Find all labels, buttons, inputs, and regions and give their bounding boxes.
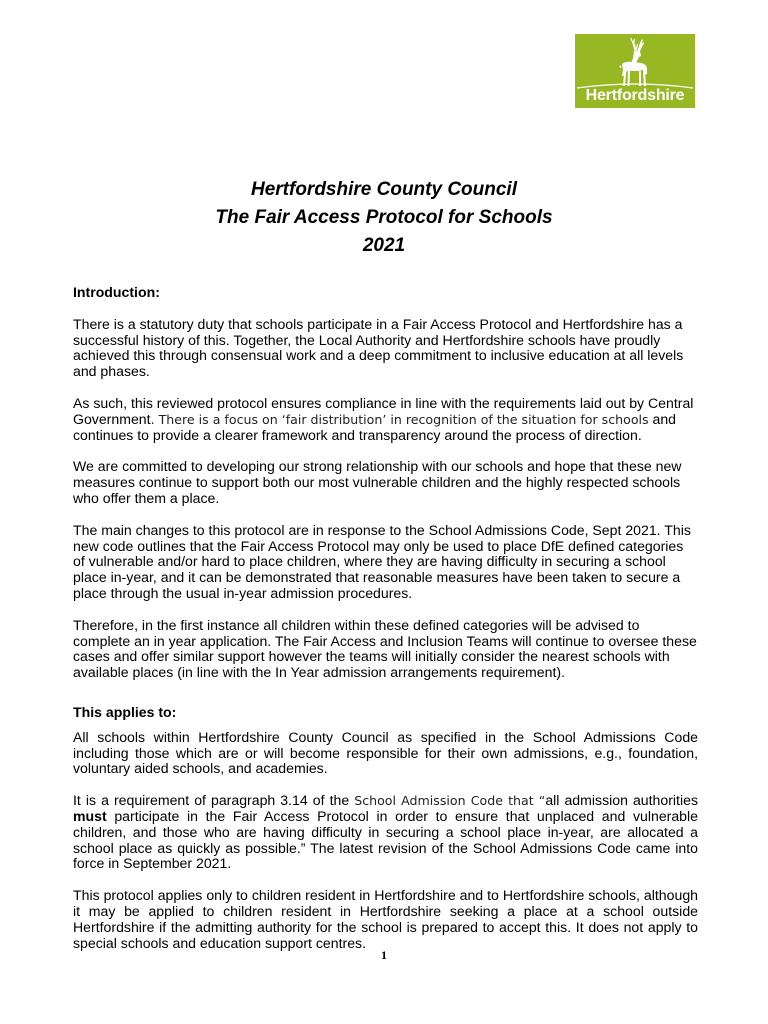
applies-heading: This applies to: — [73, 703, 177, 720]
intro-paragraph-5: Therefore, in the first instance all children within these defined categories will be advised to complete an in year application. The Fair Access and Inclusion Teams will continue to oversee these cases and offer similar support however the teams will initially consider the nearest schools with available places (in line with the In Year admission arrangements requirement). — [73, 616, 697, 681]
introduction-heading: Introduction: — [73, 284, 160, 300]
intro-p2-part-a: As such, this reviewed protocol ensures compliance in line with the requirements laid out by Central Government — [73, 394, 694, 427]
intro-p2-part-b: . There is a focus on ‘fair distribution’ in recognition of the situation for schools — [150, 411, 649, 427]
applies-paragraph-2 — [73, 793, 698, 872]
document-body — [73, 285, 698, 951]
title-line-1: Hertfordshire County Council — [250, 179, 517, 200]
applies-paragraph-3: This protocol applies only to children resident in Hertfordshire and to Hertfordshire schools, although it may be applied to children resident in Hertfordshire seeking a place at a school outside Hertfordshire if the admitting authority for the school is prepared to accept this. It does not apply to special schools and education support centres. — [73, 887, 698, 951]
logo-wordmark: Hertfordshire — [585, 87, 685, 104]
intro-paragraph-1: There is a statutory duty that schools participate in a Fair Access Protocol and Hertfordshire has a successful history of this. Together, the Local Authority and Hertfordshire schools have proudly achieved this through consensual work and a deep commitment to inclusive education at all levels and phases. — [73, 315, 684, 380]
applies-p2-must: must — [73, 807, 107, 824]
document-title — [0, 176, 768, 260]
applies-p2-part-e: participate in the Fair Access Protocol in order to ensure that unplaced and vulnerable children, and those who are having difficulty in securing a school place in-year, are allocated a school place as quickly as possible.” The latest revision of the School Admissions Code came into force in September 2021. — [73, 807, 698, 872]
title-line-3: 2021 — [362, 235, 406, 256]
applies-p2-part-b: School Admission Code that “ — [354, 793, 546, 809]
applies-paragraph-1: All schools within Hertfordshire County Council as specified in the School Admissions Code including those which are or will become responsible for their own admissions, e.g., foundation, voluntary aided schools, and academies. — [73, 728, 698, 777]
hertfordshire-logo — [575, 34, 695, 108]
intro-paragraph-4: The main changes to this protocol are in response to the School Admissions Code, Sept 2021. This new code outlines that the Fair Access Protocol may only be used to place DfE defined categories of vulnerable and/or hard to place children, where they are having difficulty in securing a school place in-year, and it can be demonstrated that reasonable measures have been taken to secure a place through the usual in-year admission procedures. — [73, 521, 691, 601]
intro-paragraph-3: We are committed to developing our strong relationship with our schools and hope that these new measures continue to support both our most vulnerable children and the highly respected schools who offer them a place. — [73, 458, 682, 506]
title-line-2: The Fair Access Protocol for Schools — [215, 207, 553, 228]
applies-p2-part-c: all admission authorities — [545, 792, 698, 809]
page-number: 1 — [381, 948, 387, 962]
intro-paragraph-2 — [73, 396, 698, 443]
intro-p2-part-c: and continues to provide a clearer framework and transparency around the process of direction. — [73, 410, 677, 443]
applies-p2-part-a: It is a requirement of paragraph 3.14 of the — [73, 792, 355, 809]
